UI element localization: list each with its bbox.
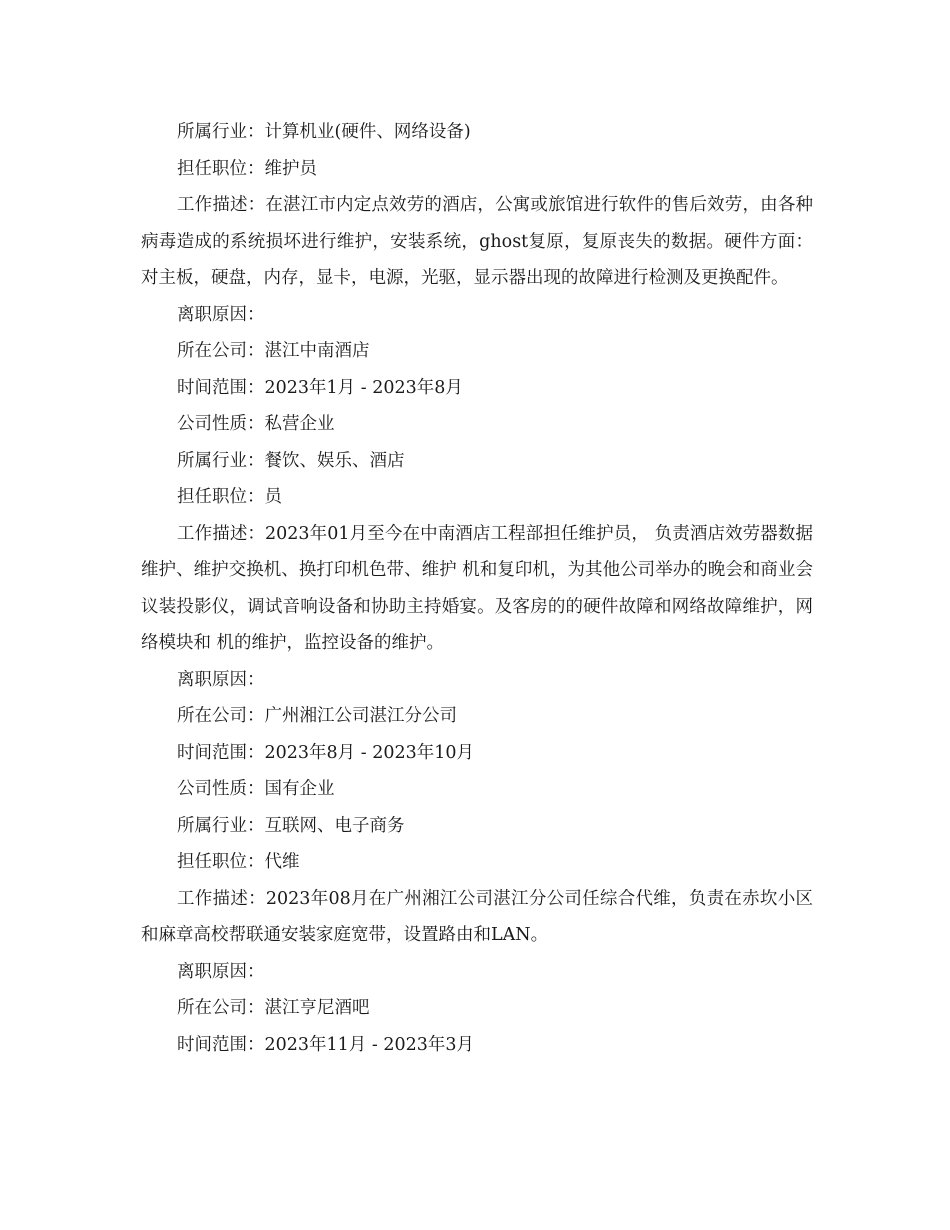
company-line-2: 所在公司：湛江中南酒店 [177, 341, 370, 361]
document-page [141, 114, 813, 1063]
company-line-4: 所在公司：湛江亨尼酒吧 [177, 998, 370, 1018]
job-description-3: 工作描述：2023年08月在广州湘江公司湛江分公司任综合代维，负责在赤坎小区和麻章高校帮联通安装家庭宽带，设置路由和LAN。 [141, 888, 813, 945]
leave-reason-1: 离职原因： [177, 304, 265, 325]
time-range-4: 时间范围：2023年11月 - 2023年3月 [177, 1034, 475, 1055]
industry-line-2: 所属行业：餐饮、娱乐、酒店 [177, 450, 405, 471]
leave-reason-3: 离职原因： [177, 961, 265, 982]
time-range-2: 时间范围：2023年1月 - 2023年8月 [177, 377, 463, 398]
leave-reason-2: 离职原因： [177, 669, 265, 690]
time-range-3: 时间范围：2023年8月 - 2023年10月 [177, 742, 475, 763]
company-line-3: 所在公司：广州湘江公司湛江分公司 [177, 706, 457, 726]
position-line-3: 担任职位：代维 [177, 852, 300, 872]
job-description-1: 工作描述：在湛江市内定点效劳的酒店，公寓或旅馆进行软件的售后效劳，由各种病毒造成的系统损坏进行维护，安装系统，ghost复原，复原丧失的数据。硬件方面：对主板，硬盘，内存，显卡，电源，光驱，显示器出现的故障进行检测及更换配件。 [141, 195, 813, 288]
job-description-2: 工作描述：2023年01月至今在中南酒店工程部担任维护员， 负责酒店效劳器数据维护、维护交换机、换打印机色带、维护 机和复印机，为其他公司举办的晚会和商业会议装投影仪，调试音响设备和协助主持婚宴。及客房的的硬件故障和网络故障维护，网络模块和 机的维护，监控设备的维护。 [141, 523, 813, 653]
company-type-2: 公司性质：私营企业 [177, 414, 335, 434]
company-type-3: 公司性质：国有企业 [177, 779, 335, 799]
industry-line-1: 所属行业：计算机业(硬件、网络设备) [177, 122, 471, 142]
industry-line-3: 所属行业：互联网、电子商务 [177, 815, 405, 836]
position-line-1: 担任职位：维护员 [177, 158, 317, 179]
position-line-2: 担任职位：员 [177, 487, 282, 507]
